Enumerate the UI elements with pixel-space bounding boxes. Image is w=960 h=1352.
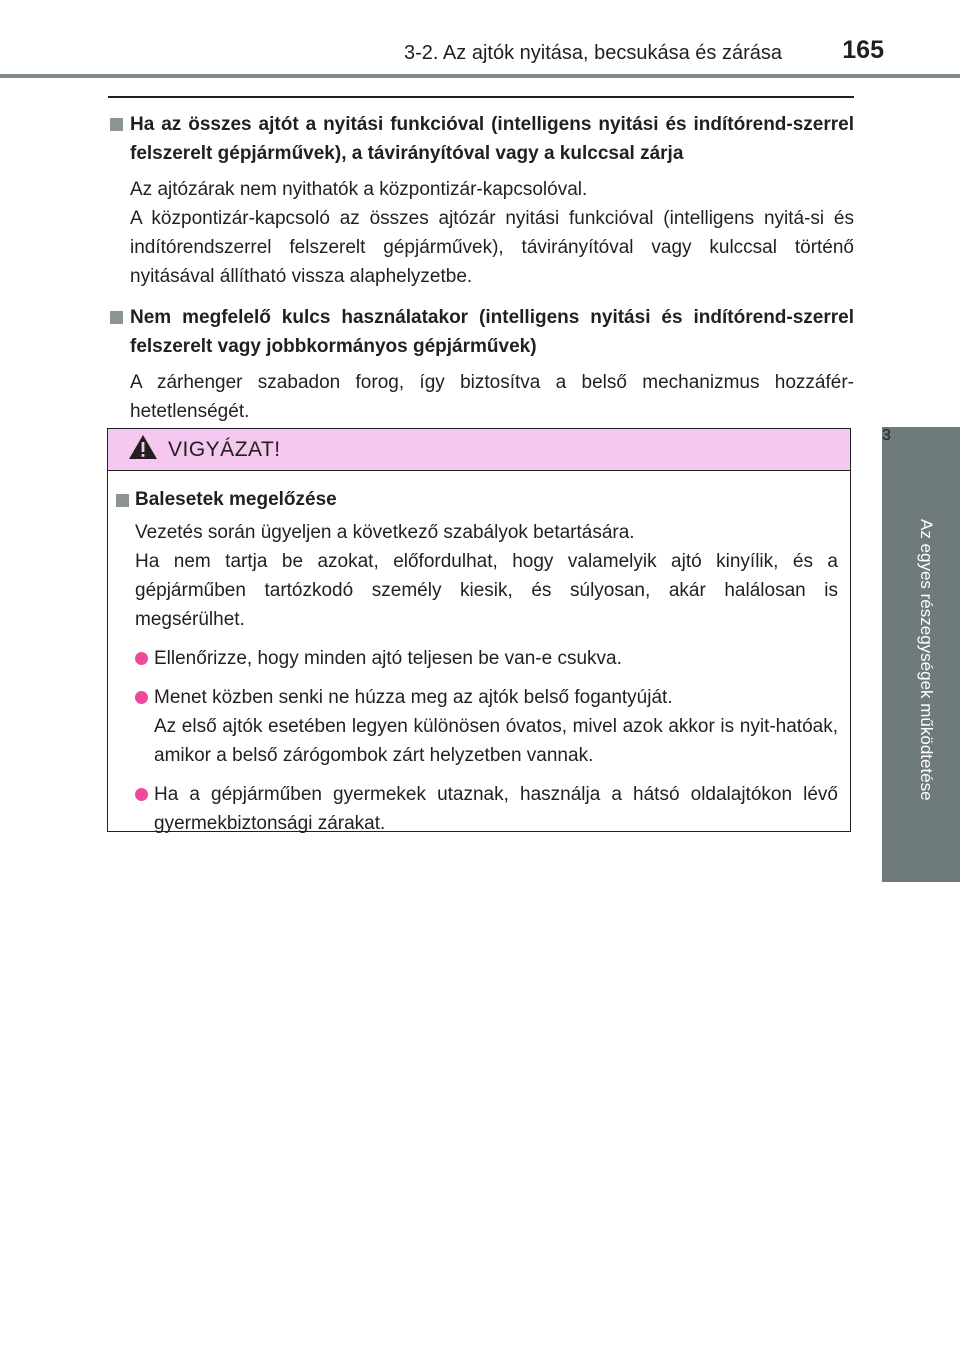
warning-triangle-icon — [128, 434, 158, 465]
warning-title: VIGYÁZAT! — [168, 437, 281, 461]
bullet-item: Menet közben senki ne húzza meg az ajtók belső fogantyúját. Az első ajtók esetében legyen különösen óvatos, mivel azok akkor is nyit-hatóak, amikor a belső zárógombok zárt helyzetben vannak. — [135, 683, 838, 770]
square-marker-icon — [116, 494, 129, 507]
warning-content — [108, 471, 850, 838]
warning-header — [108, 429, 850, 471]
warning-box — [107, 428, 851, 832]
round-bullet-icon — [135, 691, 148, 704]
square-marker-icon — [110, 311, 123, 324]
section-body — [130, 175, 854, 291]
round-bullet-icon — [135, 788, 148, 801]
paragraph: Ha nem tartja be azokat, előfordulhat, hogy valamelyik ajtó kinyílik, és a gépjárműben tartózkodó személy kiesik, és súlyosan, akár halálosan is megsérülhet. — [135, 551, 838, 630]
chapter-number: 3 — [882, 427, 960, 499]
section-body — [130, 368, 854, 426]
section-1 — [108, 110, 854, 291]
page-number: 165 — [842, 36, 884, 64]
warning-intro — [135, 518, 838, 634]
square-marker-icon — [110, 118, 123, 131]
paragraph: A zárhenger szabadon forog, így biztosítva a belső mechanizmus hozzáfér-hetetlenségét. — [130, 372, 854, 422]
paragraph: A központizár-kapcsoló az összes ajtózár nyitási funkcióval (intelligens nyitá-si és indítórendszerrel felszerelt gépjárművek), távirányítóval vagy kulccsal történő nyitásával állítható vissza alaphelyzetbe. — [130, 208, 854, 287]
paragraph: Vezetés során ügyeljen a következő szabályok betartására. — [135, 522, 635, 543]
main-content — [108, 96, 854, 426]
bullet-item: Ellenőrizze, hogy minden ajtó teljesen be van-e csukva. — [135, 644, 838, 673]
chapter-label: Az egyes részegységek működtetése — [917, 519, 936, 801]
paragraph: Az ajtózárak nem nyithatók a központizár-kapcsolóval. — [130, 179, 588, 200]
section-heading: Nem megfelelő kulcs használatakor (intelligens nyitási és indítórend-szerrel felszerelt vagy jobbkormányos gépjárművek) — [108, 303, 854, 361]
header-rule — [0, 74, 960, 78]
section-heading: Ha az összes ajtót a nyitási funkcióval (intelligens nyitási és indítórend-szerrel felszerelt gépjárművek), a távirányítóval vagy a kulccsal zárja — [108, 110, 854, 168]
content-top-rule — [108, 96, 854, 98]
round-bullet-icon — [135, 652, 148, 665]
section-2 — [108, 303, 854, 426]
warning-subheading: Balesetek megelőzése — [114, 485, 838, 514]
bullet-item: Ha a gépjárműben gyermekek utaznak, használja a hátsó oldalajtókon lévő gyermekbiztonsági zárakat. — [135, 780, 838, 838]
header-title: 3-2. Az ajtók nyitása, becsukása és zárása — [404, 42, 782, 64]
